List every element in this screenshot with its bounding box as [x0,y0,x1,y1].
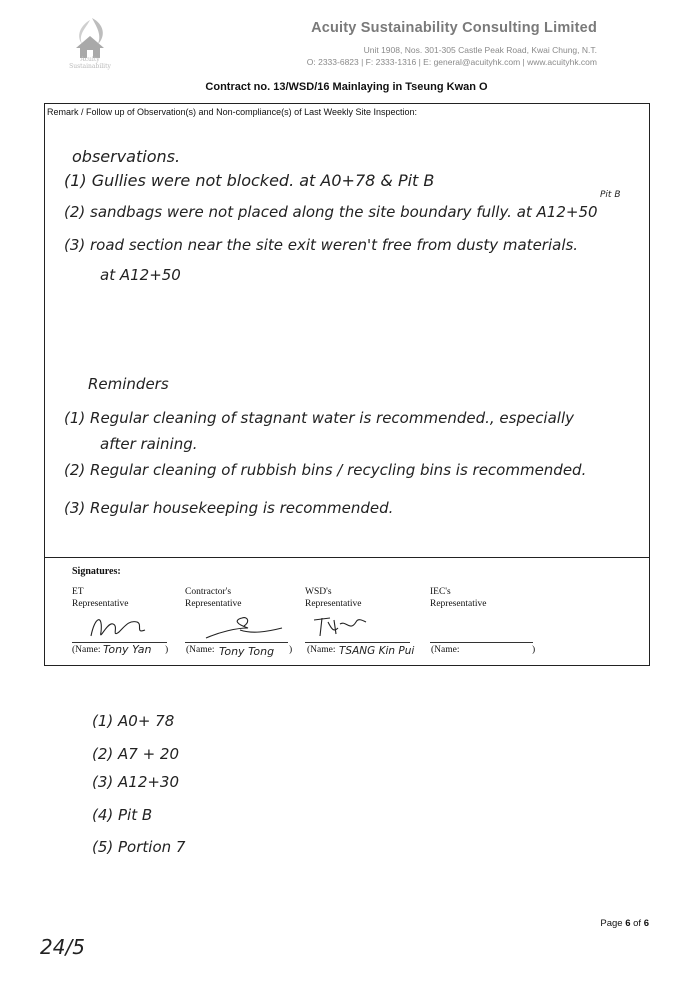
wsd-name: TSANG Kin Pui [339,645,415,657]
role-line: WSD's [305,587,332,597]
role-line: Representative [305,599,362,609]
name-close: ) [532,645,536,655]
role-line: IEC's [430,587,451,597]
logo-word: Sustainability [69,63,111,70]
name-close: ) [289,645,293,655]
role-line: ET [72,587,84,597]
observation-item: (3) road section near the site exit weren't free from dusty materials. [64,236,579,254]
signature-role-et [72,586,128,610]
signature-divider [44,557,650,558]
page-current: 6 [625,918,631,929]
name-close: ) [165,645,169,655]
company-contact: O: 2333-6823 | F: 2333-1316 | E: general@acuityhk.com | www.acuityhk.com [306,57,597,67]
name-label: (Name: [72,645,101,655]
observations-heading: observations. [72,147,181,166]
location-item: (3) A12+30 [92,773,180,791]
signature-line [305,642,410,643]
reminder-item: (3) Regular housekeeping is recommended. [64,499,394,517]
location-item: (4) Pit B [92,806,153,824]
observation-insert-note: Pit B [600,190,621,200]
name-label: (Name: [431,645,460,655]
name-label: (Name: [186,645,215,655]
signature-role-contractor [185,586,241,610]
logo-word: Acuity [80,56,100,63]
reminder-item: after raining. [100,435,198,453]
company-name: Acuity Sustainability Consulting Limited [311,20,597,36]
location-item: (5) Portion 7 [92,838,186,856]
role-line: Representative [185,599,242,609]
signatures-heading: Signatures: [72,566,121,577]
name-label: (Name: [307,645,336,655]
wsd-signature [310,610,370,644]
page-number [600,918,649,929]
signature-role-iec [430,586,486,610]
location-item: (2) A7 + 20 [92,745,180,763]
handwritten-date: 24/5 [40,935,85,959]
reminder-item: (2) Regular cleaning of rubbish bins / recycling bins is recommended. [64,461,587,479]
contract-title: Contract no. 13/WSD/16 Mainlaying in Tseung Kwan O [205,81,488,93]
reminder-item: (1) Regular cleaning of stagnant water is recommended., especially [64,409,575,427]
role-line: Contractor's [185,587,232,597]
contractor-name: Tony Tong [219,645,275,658]
reminders-heading: Reminders [88,375,169,393]
remark-heading: Remark / Follow up of Observation(s) and Non-compliance(s) of Last Weekly Site Inspection: [47,107,417,117]
company-address: Unit 1908, Nos. 301-305 Castle Peak Road, Kwai Chung, N.T. [363,45,597,55]
signature-line [185,642,288,643]
et-signature [85,612,155,646]
role-line: Representative [72,599,129,609]
observation-item: (2) sandbags were not placed along the site boundary fully. at A12+50 [64,203,598,221]
observation-item: (1) Gullies were not blocked. at A0+78 & Pit B [64,171,435,190]
signature-line [430,642,533,643]
page-mid: of [630,918,644,929]
page-total: 6 [643,918,649,929]
signature-role-wsd [305,586,361,610]
observation-item: at A12+50 [100,266,181,284]
role-line: Representative [430,599,487,609]
location-item: (1) A0+ 78 [92,712,175,730]
et-name: Tony Yan [103,643,152,656]
page-prefix: Page [600,918,626,929]
